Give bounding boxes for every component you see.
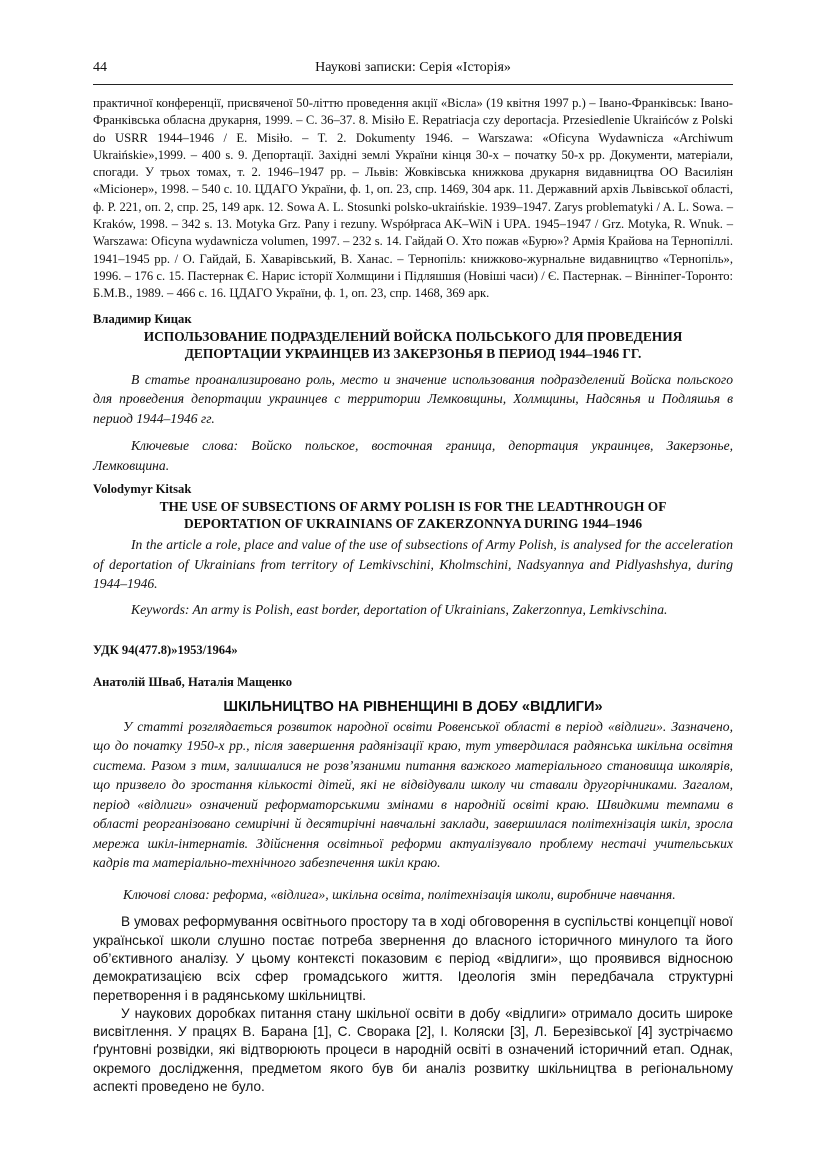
ru-title-line-1: ИСПОЛЬЗОВАНИЕ ПОДРАЗДЕЛЕНИЙ ВОЙСКА ПОЛЬСЬКОГО ДЛЯ ПРОВЕДЕНИЯ	[143, 328, 683, 344]
ru-title	[93, 328, 733, 362]
en-abstract: In the article a role, place and value of the use of subsections of Army Polish, is analysed for the acceleration of deportation of Ukrainians from territory of Lemkivschini, Kholmschini, Nadsyannya and Pidlyashshya, during 1944–1946.	[93, 537, 733, 592]
body-paragraph-2: У наукових доробках питання стану шкільної освіти в добу «відлиги» отримало досить широке висвітлення. У працях В. Барана [1], С. Сворака [2], І. Коляски [3], Л. Березівської [4] зустрічаємо ґрунтовні розвідки, які відтворюють процеси в народній освіті в означений історичний етап. Однак, окремого дослідження, предметом якого був би аналіз розвитку шкільництва в регіональному аспекті проведено не було.	[93, 1005, 733, 1094]
en-keywords: Keywords: An army is Polish, east border, deportation of Ukrainians, Zakerzonnya, Lemkivschina.	[131, 601, 668, 617]
body-paragraph-1: В умовах реформування освітнього простору та в ході обговорення в суспільстві концепції нової української школи слушно постає потреба звернення до власного історичного минулого та його об’єктивного аналізу. У цьому контексті показовим є період «відлиги», що проявився відносною демократизацією всіх сфер громадського життя. Ідеологія змін передбачала структурні перетворення і в радянському шкільництві.	[93, 914, 733, 1003]
en-title	[93, 498, 733, 532]
article-abstract: У статті розглядається розвиток народної освіти Ровенської області в період «відлиги». Зазначено, що до початку 1950-х рр., після завершення радянізації краю, тут утвердилася радянська шкільна освітня система. Разом з тим, залишалися не розв’язаними питання важкого матеріального становища школярів, що призвело до зростання кількості дітей, які не відвідували школу чи ставали другорічниками. Загалом, період «відлиги» означений реформаторськими змінами в народній освіті краю. Швидкими темпами в області реорганізовано семирічні й десятирічні навчальні заклади, завершилася політехнізація шкіл, зросла мережа шкіл-інтернатів. Здійснення освітньої реформи актуалізувало проблему нестачі учительських кадрів та матеріально-технічного забезпечення шкіл краю.	[93, 719, 733, 870]
ru-keywords: Ключевые слова: Войско польское, восточная граница, депортация украинцев, Закерзонье, Лемковщина.	[93, 438, 733, 473]
ru-abstract: В статье проанализировано роль, место и значение использования подразделений Войска польского для проведения депортации украинцев с территории Лемковщины, Холмщины, Надсянья и Подляшья в период 1944–1946 гг.	[93, 371, 733, 426]
article-keywords: Ключові слова: реформа, «відлига», шкільна освіта, політехнізація школи, виробниче навчання.	[123, 887, 676, 903]
running-header	[93, 58, 733, 85]
article-title: ШКІЛЬНИЦТВО НА РІВНЕНЩИНІ В ДОБУ «ВІДЛИГИ»	[223, 699, 603, 716]
article-authors: Анатолій Шваб, Наталія Мащенко	[93, 675, 293, 690]
ru-title-line-2: ДЕПОРТАЦИИ УКРАИНЦЕВ ИЗ ЗАКЕРЗОНЬЯ В ПЕРИОД 1944–1946 ГГ.	[184, 345, 642, 361]
page-number: 44	[93, 60, 107, 75]
en-title-line-2: DEPORTATION OF UKRAINIANS OF ZAKERZONNYA DURING 1944–1946	[183, 516, 643, 532]
ru-author: Владимир Кицак	[93, 311, 192, 326]
en-title-line-1: THE USE OF SUBSECTIONS OF ARMY POLISH IS FOR THE LEADTHROUGH OF	[159, 499, 667, 515]
en-author: Volodymyr Kitsak	[93, 482, 192, 497]
references-list: практичної конференції, присвяченої 50-літтю проведення акції «Вісла» (19 квітня 1997 р.) – Івано-Франківськ: Івано-Франківська обласна друкарня, 1999. – С. 36–37. 8. Misiło E. Repatriacja czy deportacja. Przesiedlenie Ukraińców z Polski do USRR 1944–1946 / E. Misiło. – T. 2. Dokumenty 1946. – Warszawa: «Oficyna Wydawnicza «Archiwum Ukraińskie»,1999. – 400 s. 9. Депортації. Західні землі України кінця 30-х – початку 50-х рр. Документи, матеріали, спогади. У трьох томах, т. 2. 1946–1947 рр. – Львів: Жовківська книжкова друкарня видавництва ОО Василіян «Місіонер», 1998. – 540 с. 10. ЦДАГО України, ф. 1, оп. 23, спр. 1469, 304 арк. 11. Державний архів Львівської області, ф. Р. 221, оп. 2, спр. 25, 149 арк. 12. Sowa A. L. Stosunki polsko-ukraińskie. 1939–1947. Zarys problematyki / A. L. Sowa. – Kraków, 1998. – 342 s. 13. Motyka Grz. Pany i rezuny. Współpraca AK–WiN i UPA. 1945–1947 / Grz. Motyka, R. Wnuk. – Warszawa: Oficyna wydawnicza volumen, 1997. – 232 s. 14. Гайдай О. Хто пожав «Бурю»? Армія Крайова на Тернопіллі. 1941–1945 рр. / О. Гайдай, Б. Хаварівський, В. Ханас. – Тернопіль: книжково-журнальне видавництво «Тернопіль», 1996. – 176 с. 15. Пастернак Є. Нарис історії Холмщини і Підляшшя (Новіші часи) / Є. Пастернак. – Вінніпег-Торонто: Б.М.В., 1989. – 466 с. 16. ЦДАГО України, ф. 1, оп. 23, спр. 1468, 369 арк.	[93, 96, 733, 301]
journal-page	[93, 58, 733, 1096]
russian-summary	[93, 311, 733, 476]
udk-code: УДК 94(477.8)»1953/1964»	[93, 643, 238, 658]
journal-title: Наукові записки: Серія «Історія»	[315, 60, 511, 75]
article	[93, 643, 733, 1096]
english-summary	[93, 481, 733, 619]
